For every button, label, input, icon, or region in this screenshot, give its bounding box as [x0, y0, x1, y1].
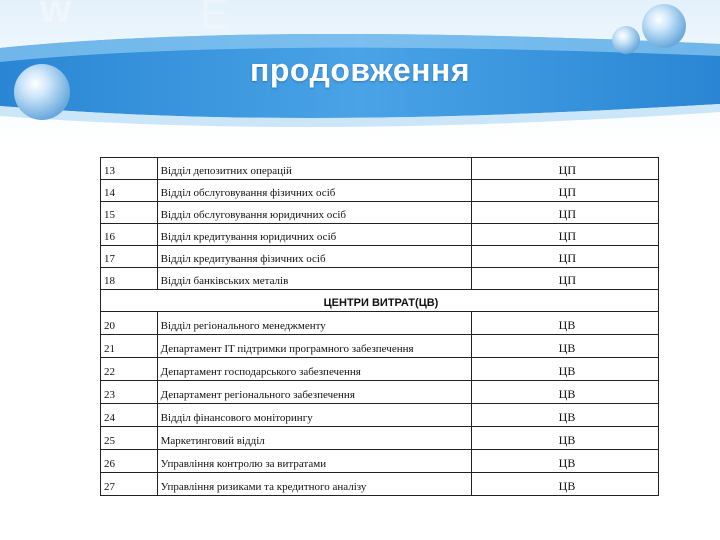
- table-row: [101, 158, 659, 180]
- row-number: 17: [101, 246, 158, 268]
- department-name: Департамент регіонального забезпечення: [157, 381, 471, 404]
- department-name: Управління контролю за витратами: [157, 450, 471, 473]
- row-number: 26: [101, 450, 158, 473]
- department-name: Управління ризиками та кредитного аналізу: [157, 473, 471, 496]
- orb-small-right: [612, 26, 640, 54]
- row-number: 24: [101, 404, 158, 427]
- table-row: [101, 427, 659, 450]
- row-number: 25: [101, 427, 158, 450]
- table-row: [101, 404, 659, 427]
- table-row: [101, 312, 659, 335]
- row-number: 13: [101, 158, 158, 180]
- department-name: Відділ регіонального менеджменту: [157, 312, 471, 335]
- table-row: [101, 224, 659, 246]
- table-row: [101, 268, 659, 290]
- row-number: 21: [101, 335, 158, 358]
- department-name: Відділ обслуговування юридичних осіб: [157, 202, 471, 224]
- row-number: 20: [101, 312, 158, 335]
- table-row: [101, 180, 659, 202]
- row-number: 22: [101, 358, 158, 381]
- center-code: ЦВ: [471, 473, 658, 496]
- center-code: ЦВ: [471, 427, 658, 450]
- center-code: ЦВ: [471, 312, 658, 335]
- center-code: ЦП: [471, 202, 658, 224]
- row-number: 27: [101, 473, 158, 496]
- department-name: Відділ фінансового моніторингу: [157, 404, 471, 427]
- banner-watermark-center: E: [200, 0, 229, 37]
- center-code: ЦП: [471, 246, 658, 268]
- center-code: ЦВ: [471, 381, 658, 404]
- section-header: ЦЕНТРИ ВИТРАТ(ЦВ): [101, 290, 659, 312]
- center-code: ЦП: [471, 268, 658, 290]
- center-code: ЦП: [471, 180, 658, 202]
- row-number: 15: [101, 202, 158, 224]
- row-number: 18: [101, 268, 158, 290]
- department-name: Відділ депозитних операцій: [157, 158, 471, 180]
- orb-top-right: [642, 4, 686, 48]
- center-code: ЦВ: [471, 404, 658, 427]
- table-row: [101, 358, 659, 381]
- row-number: 16: [101, 224, 158, 246]
- department-name: Департамент IT підтримки програмного забезпечення: [157, 335, 471, 358]
- department-name: Маркетинговий відділ: [157, 427, 471, 450]
- department-name: Департамент господарського забезпечення: [157, 358, 471, 381]
- table-row: [101, 473, 659, 496]
- table-row: [101, 450, 659, 473]
- table-row: [101, 381, 659, 404]
- row-number: 14: [101, 180, 158, 202]
- department-name: Відділ кредитування фізичних осіб: [157, 246, 471, 268]
- row-number: 23: [101, 381, 158, 404]
- center-code: ЦВ: [471, 335, 658, 358]
- section-header-row: [101, 290, 659, 312]
- departments-table: [100, 157, 659, 496]
- center-code: ЦП: [471, 224, 658, 246]
- center-code: ЦВ: [471, 358, 658, 381]
- banner-watermark-left: w: [40, 0, 72, 31]
- department-name: Відділ кредитування юридичних осіб: [157, 224, 471, 246]
- table-row: [101, 202, 659, 224]
- center-code: ЦВ: [471, 450, 658, 473]
- table-row: [101, 246, 659, 268]
- page-title: продовження: [250, 52, 470, 88]
- table-row: [101, 335, 659, 358]
- department-name: Відділ банківських металів: [157, 268, 471, 290]
- center-code: ЦП: [471, 158, 658, 180]
- department-name: Відділ обслуговування фізичних осіб: [157, 180, 471, 202]
